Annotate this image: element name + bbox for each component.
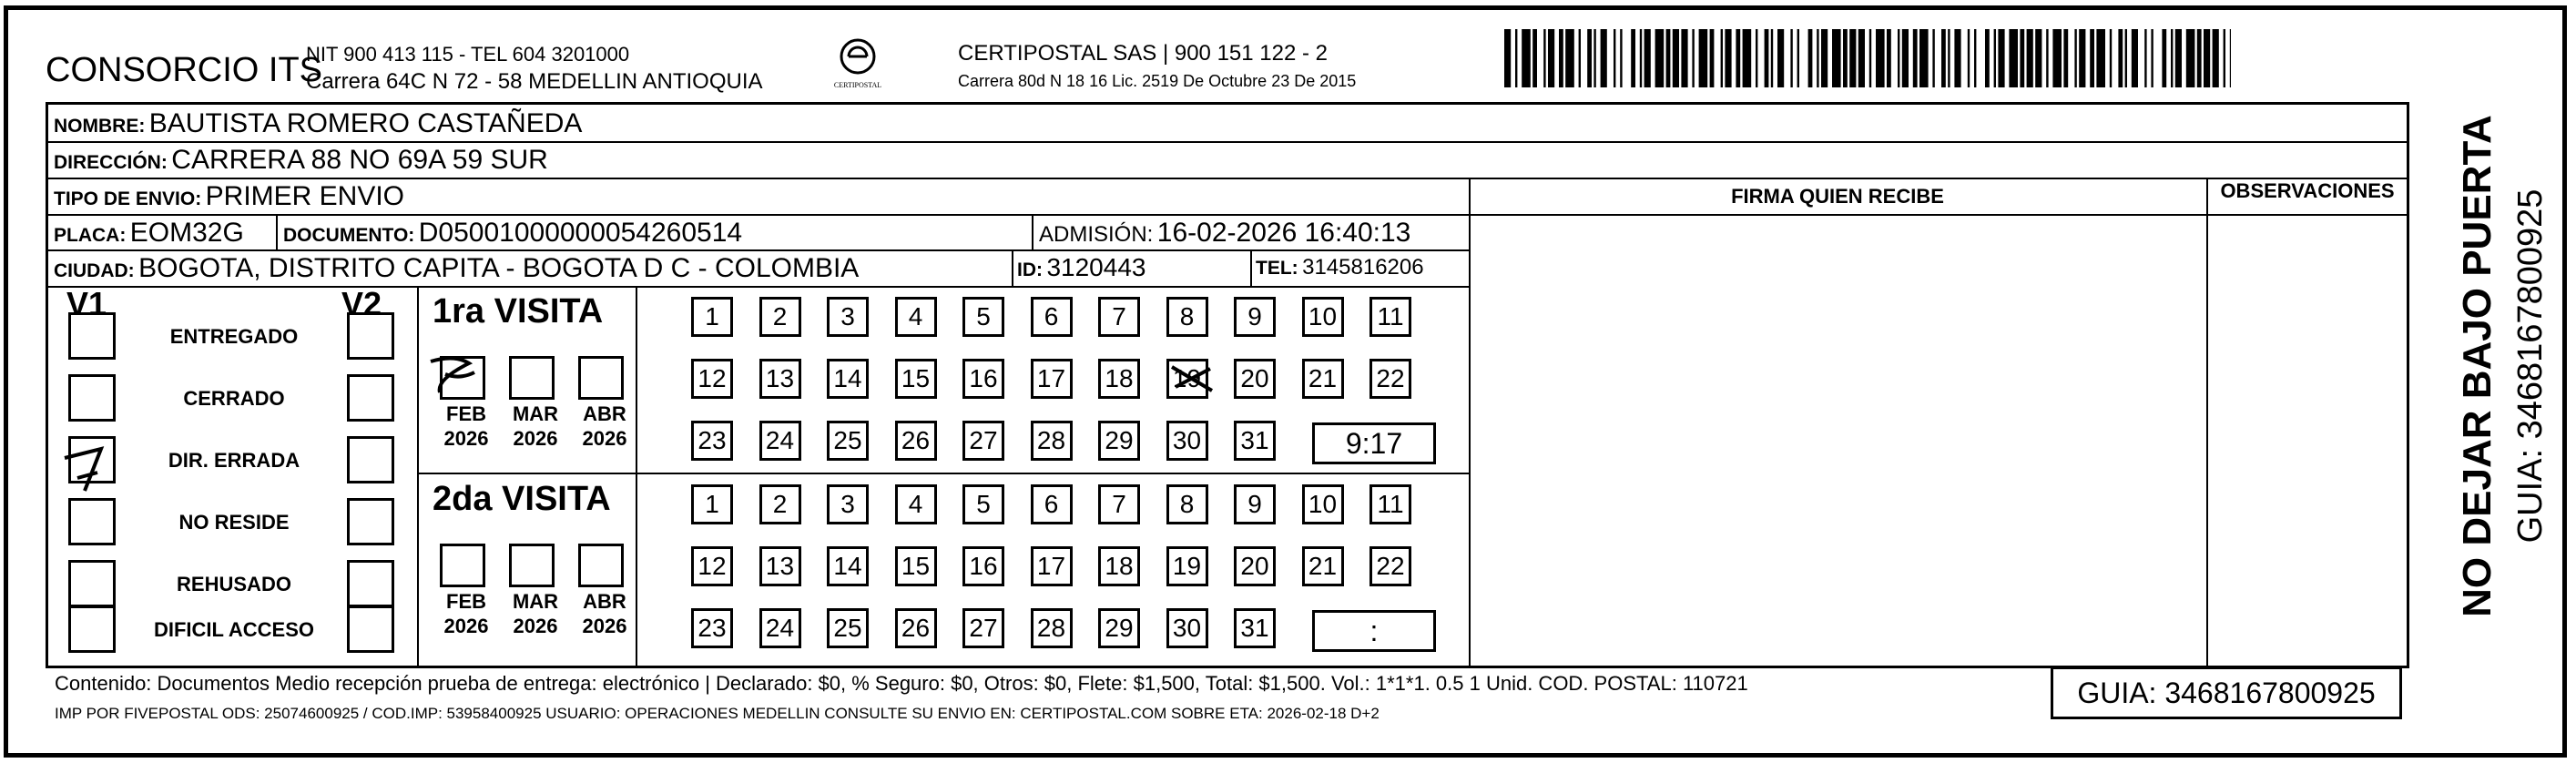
nombre-label: NOMBRE: (54, 116, 146, 137)
day-box[interactable]: 13 (759, 546, 801, 586)
barcode-bar (1994, 29, 1996, 87)
placa-value: EOM32G (129, 218, 244, 248)
barcode-bar (2096, 29, 2105, 87)
side-notice (2450, 38, 2565, 694)
barcode-graphic (1504, 29, 2231, 87)
barcode-bar (2132, 29, 2138, 87)
month-label (434, 402, 498, 451)
day-box[interactable]: 28 (1031, 608, 1073, 648)
direccion-row (54, 145, 548, 176)
barcode-bar (2213, 29, 2219, 87)
barcode-bar (1887, 29, 1891, 87)
barcode-bar (1725, 29, 1731, 87)
barcode-bar (1593, 29, 1595, 87)
tipo-value: PRIMER ENVIO (205, 181, 405, 211)
day-box[interactable]: 21 (1302, 359, 1344, 399)
month-year: 2026 (513, 615, 558, 637)
barcode-bar (2175, 29, 2182, 87)
status-v1-checkbox[interactable] (68, 560, 116, 607)
day-box[interactable]: 24 (759, 421, 801, 461)
month-checkbox[interactable] (509, 356, 555, 400)
nombre-value: BAUTISTA ROMERO CASTAÑEDA (148, 108, 583, 138)
admision-label: ADMISIÓN: (1039, 222, 1154, 247)
barcode-bar (2224, 29, 2225, 87)
nombre-row (54, 108, 582, 139)
barcode-bar (1601, 29, 1607, 87)
barcode-bar (2079, 29, 2085, 87)
barcode-bar (1631, 29, 1635, 87)
month-year: 2026 (582, 615, 627, 637)
barcode-bar (1666, 29, 1671, 87)
barcode-bar (2118, 29, 2123, 87)
day-box[interactable]: 22 (1369, 359, 1411, 399)
month-checkbox[interactable] (578, 544, 624, 587)
barcode-bar (1817, 29, 1818, 87)
company-info (306, 41, 763, 96)
barcode-bar (1522, 29, 1531, 87)
status-label: ENTREGADO (169, 325, 299, 348)
status-v2-checkbox[interactable] (347, 605, 394, 653)
v1-header: V1 (66, 285, 107, 322)
barcode-bar (1710, 29, 1715, 87)
firma-header: FIRMA QUIEN RECIBE (1731, 185, 1944, 208)
status-v2-checkbox[interactable] (347, 312, 394, 360)
status-v2-checkbox[interactable] (347, 374, 394, 422)
company-name: CONSORCIO ITS (46, 51, 323, 89)
barcode-bar (1876, 29, 1885, 87)
day-box[interactable]: 10 (1302, 484, 1344, 524)
day-box[interactable]: 22 (1369, 546, 1411, 586)
status-v2-checkbox[interactable] (347, 436, 394, 483)
day-box[interactable]: 1 (691, 297, 733, 337)
id-value: 3120443 (1046, 253, 1146, 281)
barcode-bar (2063, 29, 2068, 87)
barcode-bar (1756, 29, 1757, 87)
day-box[interactable]: 25 (827, 608, 869, 648)
day-box[interactable]: 19 (1166, 546, 1208, 586)
month-checkbox[interactable] (509, 544, 555, 587)
barcode-bar (1797, 29, 1799, 87)
barcode-bar (1913, 29, 1918, 87)
day-box[interactable]: 8 (1166, 484, 1208, 524)
handwritten-mark-feb (427, 352, 480, 398)
side-warning: NO DEJAR BAJO PUERTA (2455, 115, 2500, 617)
barcode-bar (1932, 29, 1934, 87)
day-box[interactable]: 8 (1166, 297, 1208, 337)
logo-icon (824, 36, 891, 93)
status-v2-checkbox[interactable] (347, 560, 394, 607)
barcode-bar (1699, 29, 1708, 87)
side-guia: GUIA: 3468167800925 (2511, 188, 2550, 544)
month-year: 2026 (443, 615, 489, 637)
tel-value: 3145816206 (1302, 255, 1424, 280)
barcode-bar (1640, 29, 1642, 87)
admision-row (1039, 218, 1410, 249)
placa-label: PLACA: (54, 225, 127, 246)
day-box[interactable]: 9 (1234, 484, 1276, 524)
barcode-bar (1790, 29, 1792, 87)
barcode-bar (1954, 29, 1960, 87)
guia-number: GUIA: 3468167800925 (2051, 666, 2402, 719)
handwritten-check-dir-errada (57, 442, 112, 496)
day-box[interactable]: 18 (1098, 359, 1140, 399)
barcode-bar (1579, 29, 1581, 87)
barcode-bar (1858, 29, 1865, 87)
barcode-bar (2074, 29, 2076, 87)
status-v1-checkbox[interactable] (68, 374, 116, 422)
status-v2-checkbox[interactable] (347, 498, 394, 545)
v2-header: V2 (341, 285, 382, 322)
barcode-bar (2151, 29, 2153, 87)
direccion-value: CARRERA 88 NO 69A 59 SUR (171, 145, 548, 175)
barcode-bar (2230, 29, 2231, 87)
day-box[interactable]: 1 (691, 484, 733, 524)
barcode-bar (1948, 29, 1950, 87)
ciudad-value: BOGOTA, DISTRITO CAPITA - BOGOTA D C - COLOMBIA (138, 253, 860, 283)
barcode-bar (2186, 29, 2195, 87)
barcode-bar (1548, 29, 1554, 87)
company-address: Carrera 64C N 72 - 58 MEDELLIN ANTIOQUIA (306, 69, 763, 94)
day-box[interactable]: 15 (895, 359, 937, 399)
day-box[interactable]: 25 (827, 421, 869, 461)
status-label: REHUSADO (177, 573, 291, 595)
delivery-form (46, 102, 2409, 668)
barcode-bar (1985, 29, 1990, 87)
tel-label: TEL: (1256, 258, 1298, 279)
barcode-bar (1620, 29, 1622, 87)
status-label: DIR. ERRADA (168, 449, 300, 472)
barcode-bar (1504, 29, 1511, 87)
day-box[interactable]: 2 (759, 484, 801, 524)
day-box[interactable]: 17 (1031, 359, 1073, 399)
placa-row (54, 218, 244, 249)
day-box[interactable]: 14 (827, 546, 869, 586)
day-box[interactable]: 4 (895, 297, 937, 337)
month-label (504, 589, 567, 638)
footer-content: Contenido: Documentos Medio recepción prueba de entrega: electrónico | Declarado: $0, % Seguro: $0, Otros: $0, Flete: $1,500, Total: $1,500. Vol.: 1*1*1. 0.5 1 Unid. COD. POSTAL: 110721 (55, 672, 1748, 695)
barcode-bar (1644, 29, 1651, 87)
logo-label: CERTIPOSTAL (833, 81, 882, 89)
day-box[interactable]: 27 (962, 608, 1004, 648)
month-name: ABR (583, 590, 626, 613)
barcode-bar (1559, 29, 1563, 87)
barcode-bar (1974, 29, 1976, 87)
company-nit: NIT 900 413 115 - TEL 604 3201000 (306, 43, 630, 66)
barcode-bar (2162, 29, 2166, 87)
day-box[interactable]: 26 (895, 421, 937, 461)
day-box[interactable]: 29 (1098, 608, 1140, 648)
day-box[interactable]: 23 (691, 608, 733, 648)
day-box[interactable]: 26 (895, 608, 937, 648)
day-box[interactable]: 12 (691, 546, 733, 586)
day-box[interactable]: 21 (1302, 546, 1344, 586)
barcode-bar (1902, 29, 1909, 87)
day-box[interactable]: 7 (1098, 484, 1140, 524)
barcode-bar (1771, 29, 1773, 87)
visit1-title: 1ra VISITA (433, 292, 604, 331)
barcode-bar (1968, 29, 1970, 87)
barcode-bar (2035, 29, 2041, 87)
admision-value: 16-02-2026 16:40:13 (1156, 218, 1411, 248)
ciudad-row (54, 253, 859, 284)
documento-label: DOCUMENTO: (283, 225, 415, 246)
ciudad-label: CIUDAD: (54, 260, 135, 281)
barcode-bar (1587, 29, 1592, 87)
month-label (573, 589, 636, 638)
carrier-license: Carrera 80d N 18 16 Lic. 2519 De Octubre 23 De 2015 (958, 72, 1357, 90)
month-year: 2026 (582, 427, 627, 450)
barcode-bar (1832, 29, 1841, 87)
day-box[interactable]: 20 (1234, 359, 1276, 399)
direccion-label: DIRECCIÓN: (54, 152, 168, 173)
barcode-bar (2020, 29, 2024, 87)
carrier-info (958, 40, 1356, 95)
month-checkbox[interactable] (440, 544, 485, 587)
day-box[interactable]: 5 (962, 484, 1004, 524)
barcode-bar (1721, 29, 1723, 87)
carrier-nit: CERTIPOSTAL SAS | 900 151 122 - 2 (958, 41, 1328, 66)
barcode-bar (1655, 29, 1665, 87)
month-checkbox[interactable] (578, 356, 624, 400)
day-box[interactable]: 15 (895, 546, 937, 586)
barcode-bar (1681, 29, 1687, 87)
status-label: DIFICIL ACCESO (153, 618, 314, 641)
day-box[interactable]: 6 (1031, 297, 1073, 337)
day-box[interactable]: 18 (1098, 546, 1140, 586)
day-box[interactable]: 13 (759, 359, 801, 399)
month-name: MAR (512, 590, 559, 613)
day-box[interactable]: 9 (1234, 297, 1276, 337)
barcode-bar (1777, 29, 1784, 87)
barcode-bar (1532, 29, 1537, 87)
day-box[interactable]: 30 (1166, 608, 1208, 648)
barcode-bar (1543, 29, 1545, 87)
barcode (1504, 29, 2231, 87)
barcode-bar (2125, 29, 2127, 87)
day-box[interactable]: 31 (1234, 608, 1276, 648)
day-box[interactable]: 10 (1302, 297, 1344, 337)
day-box[interactable]: 6 (1031, 484, 1073, 524)
day-box[interactable]: 4 (895, 484, 937, 524)
day-box[interactable]: 29 (1098, 421, 1140, 461)
certipostal-logo (824, 36, 891, 93)
day-box[interactable]: 31 (1234, 421, 1276, 461)
barcode-bar (1692, 29, 1694, 87)
barcode-bar (1898, 29, 1899, 87)
documento-row (283, 218, 742, 249)
day-box[interactable]: 27 (962, 421, 1004, 461)
id-label: ID: (1017, 259, 1043, 280)
barcode-bar (2027, 29, 2033, 87)
barcode-bar (2046, 29, 2048, 87)
day-box[interactable]: 28 (1031, 421, 1073, 461)
visit2-time[interactable]: : (1312, 610, 1436, 652)
barcode-bar (1869, 29, 1871, 87)
status-v1-checkbox[interactable] (68, 605, 116, 653)
day-box[interactable]: 23 (691, 421, 733, 461)
day-box[interactable]: 17 (1031, 546, 1073, 586)
barcode-bar (1808, 29, 1813, 87)
status-v1-checkbox[interactable] (68, 312, 116, 360)
barcode-bar (1849, 29, 1856, 87)
month-year: 2026 (513, 427, 558, 450)
tel-row (1256, 255, 1424, 280)
visit1-time[interactable]: 9:17 (1312, 422, 1436, 464)
day-box[interactable]: 16 (962, 359, 1004, 399)
barcode-bar (1515, 29, 1517, 87)
barcode-bar (2110, 29, 2112, 87)
tipo-label: TIPO DE ENVIO: (54, 188, 202, 209)
barcode-bar (1998, 29, 2004, 87)
month-name: FEB (446, 402, 486, 425)
visit2-title: 2da VISITA (433, 480, 611, 518)
month-year: 2026 (443, 427, 489, 450)
barcode-bar (2052, 29, 2062, 87)
day-box[interactable]: 19 (1166, 359, 1208, 399)
barcode-bar (1843, 29, 1848, 87)
day-box[interactable]: 3 (827, 297, 869, 337)
barcode-bar (2197, 29, 2202, 87)
tipo-row (54, 181, 404, 212)
barcode-bar (1821, 29, 1828, 87)
barcode-bar (1565, 29, 1574, 87)
month-name: FEB (446, 590, 486, 613)
id-row (1017, 253, 1145, 282)
status-label: CERRADO (183, 387, 285, 410)
barcode-bar (1614, 29, 1615, 87)
barcode-bar (1941, 29, 1946, 87)
barcode-bar (2090, 29, 2094, 87)
barcode-bar (2009, 29, 2018, 87)
footer-imp: IMP POR FIVEPOSTAL ODS: 25074600925 / COD.IMP: 53958400925 USUARIO: OPERACIONES MEDELLIN CONSULTE SU ENVIO EN: CERTIPOSTAL.COM SOBRE ETA: 2026-02-18 D+2 (55, 705, 1380, 722)
day-box[interactable]: 11 (1369, 297, 1411, 337)
barcode-bar (1673, 29, 1679, 87)
observaciones-header: OBSERVACIONES (2220, 179, 2395, 202)
month-label (504, 402, 567, 451)
day-box[interactable]: 3 (827, 484, 869, 524)
month-label (573, 402, 636, 451)
day-box[interactable]: 12 (691, 359, 733, 399)
day-box[interactable]: 14 (827, 359, 869, 399)
day-box[interactable]: 24 (759, 608, 801, 648)
day-box[interactable]: 11 (1369, 484, 1411, 524)
barcode-bar (2144, 29, 2146, 87)
barcode-bar (1765, 29, 1769, 87)
barcode-bar (1736, 29, 1740, 87)
barcode-bar (1919, 29, 1929, 87)
barcode-bar (1743, 29, 1752, 87)
month-label (434, 589, 498, 638)
day-box[interactable]: 16 (962, 546, 1004, 586)
status-label: NO RESIDE (178, 511, 290, 534)
month-name: ABR (583, 402, 626, 425)
day-box[interactable]: 5 (962, 297, 1004, 337)
month-name: MAR (512, 402, 559, 425)
handwritten-mark-day-19 (1166, 360, 1217, 400)
day-box[interactable]: 2 (759, 297, 801, 337)
day-box[interactable]: 7 (1098, 297, 1140, 337)
day-box[interactable]: 20 (1234, 546, 1276, 586)
status-v1-checkbox[interactable] (68, 498, 116, 545)
day-box[interactable]: 30 (1166, 421, 1208, 461)
barcode-bar (2204, 29, 2210, 87)
documento-value: D05001000000054260514 (418, 218, 743, 248)
barcode-bar (2171, 29, 2173, 87)
